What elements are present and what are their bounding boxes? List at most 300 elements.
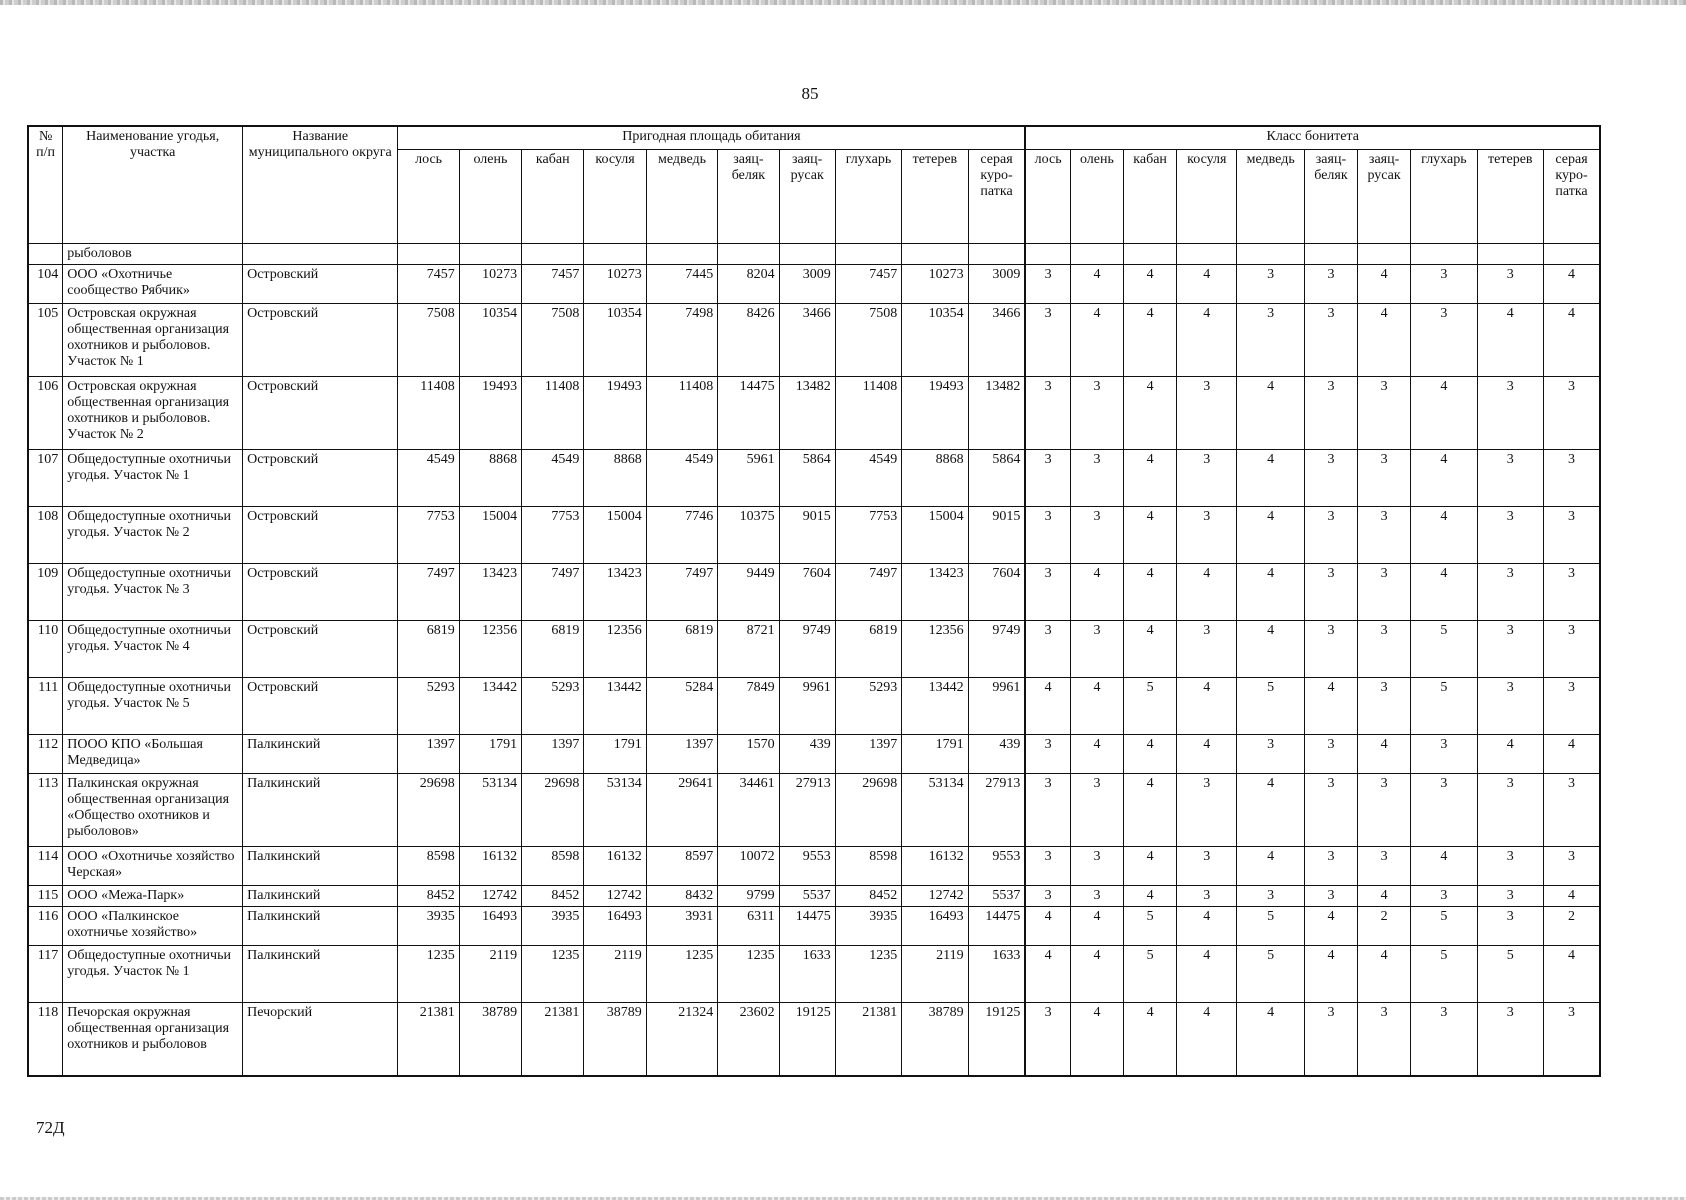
quality-class-value: 4	[1237, 507, 1304, 564]
quality-class-value: 3	[1177, 377, 1237, 450]
area-value: 5293	[522, 678, 584, 735]
species-header-class: медведь	[1237, 150, 1304, 244]
quality-class-value: 4	[1177, 304, 1237, 377]
species-header-area: тетерев	[902, 150, 968, 244]
quality-class-value: 4	[1177, 907, 1237, 946]
quality-class-value: 4	[1177, 735, 1237, 774]
row-district: Островский	[243, 621, 398, 678]
quality-class-value: 3	[1544, 377, 1600, 450]
row-number: 106	[28, 377, 63, 450]
row-number: 115	[28, 886, 63, 907]
row-name: ПООО КПО «Большая Медведица»	[63, 735, 243, 774]
area-value: 27913	[968, 774, 1025, 847]
document-code: 72Д	[36, 1118, 65, 1137]
quality-class-value: 4	[1177, 265, 1237, 304]
quality-class-value: 3	[1304, 774, 1357, 847]
quality-class-value: 3	[1358, 564, 1411, 621]
table-row	[28, 847, 1600, 886]
area-value: 1633	[968, 946, 1025, 1003]
area-value: 7604	[779, 564, 835, 621]
quality-class-value: 3	[1411, 304, 1477, 377]
row-name: ООО «Межа-Парк»	[63, 886, 243, 907]
area-value: 16493	[584, 907, 646, 946]
row-district: Палкинский	[243, 847, 398, 886]
area-value: 23602	[718, 1003, 779, 1077]
area-value: 11408	[522, 377, 584, 450]
area-value: 21381	[398, 1003, 459, 1077]
quality-class-value: 3	[1025, 735, 1070, 774]
quality-class-value: 3	[1177, 886, 1237, 907]
table-row	[28, 450, 1600, 507]
table-row	[28, 1003, 1600, 1077]
area-value: 13482	[779, 377, 835, 450]
area-value: 6819	[398, 621, 459, 678]
area-value: 1397	[398, 735, 459, 774]
area-value: 1235	[718, 946, 779, 1003]
area-value: 19493	[584, 377, 646, 450]
area-value: 3466	[968, 304, 1025, 377]
quality-class-value: 4	[1358, 946, 1411, 1003]
quality-class-value: 4	[1304, 946, 1357, 1003]
area-value: 10354	[902, 304, 968, 377]
area-value: 10354	[459, 304, 521, 377]
quality-class-value: 3	[1477, 621, 1543, 678]
area-value: 7457	[398, 265, 459, 304]
area-value: 8452	[835, 886, 901, 907]
area-value: 15004	[902, 507, 968, 564]
quality-class-value: 4	[1237, 450, 1304, 507]
row-number: 114	[28, 847, 63, 886]
quality-class-value: 4	[1237, 1003, 1304, 1077]
continuation-name: рыболовов	[63, 244, 243, 265]
row-district: Палкинский	[243, 735, 398, 774]
area-value: 7753	[835, 507, 901, 564]
area-value: 1397	[522, 735, 584, 774]
quality-class-value: 5	[1411, 678, 1477, 735]
species-header-class: серая куро- патка	[1544, 150, 1600, 244]
area-value: 1633	[779, 946, 835, 1003]
quality-class-value: 4	[1124, 507, 1177, 564]
quality-class-value: 3	[1411, 735, 1477, 774]
row-number: 118	[28, 1003, 63, 1077]
area-value: 9961	[779, 678, 835, 735]
area-value: 9961	[968, 678, 1025, 735]
row-district: Островский	[243, 265, 398, 304]
row-district: Островский	[243, 450, 398, 507]
area-value: 7753	[398, 507, 459, 564]
area-value: 6819	[646, 621, 718, 678]
header-district: Название муниципального округа	[243, 126, 398, 244]
area-value: 5961	[718, 450, 779, 507]
area-value: 11408	[646, 377, 718, 450]
quality-class-value: 3	[1304, 377, 1357, 450]
row-number: 111	[28, 678, 63, 735]
area-value: 13442	[584, 678, 646, 735]
quality-class-value: 4	[1304, 907, 1357, 946]
table-row	[28, 507, 1600, 564]
quality-class-value: 3	[1304, 450, 1357, 507]
area-value: 8598	[398, 847, 459, 886]
area-value: 9015	[968, 507, 1025, 564]
area-value: 38789	[459, 1003, 521, 1077]
row-district: Печорский	[243, 1003, 398, 1077]
area-value: 15004	[584, 507, 646, 564]
row-name: Печорская окружная общественная организация охотников и рыболовов	[63, 1003, 243, 1077]
quality-class-value: 3	[1477, 847, 1543, 886]
area-value: 8204	[718, 265, 779, 304]
row-name: ООО «Палкинское охотничье хозяйство»	[63, 907, 243, 946]
table-row	[28, 304, 1600, 377]
area-value: 53134	[902, 774, 968, 847]
table-row	[28, 265, 1600, 304]
row-district: Палкинский	[243, 774, 398, 847]
quality-class-value: 3	[1025, 886, 1070, 907]
area-value: 1235	[835, 946, 901, 1003]
area-value: 5284	[646, 678, 718, 735]
quality-class-value: 3	[1477, 377, 1543, 450]
quality-class-value: 3	[1544, 507, 1600, 564]
area-value: 7753	[522, 507, 584, 564]
species-header-area: серая куро- патка	[968, 150, 1025, 244]
quality-class-value: 4	[1358, 735, 1411, 774]
quality-class-value: 3	[1304, 735, 1357, 774]
quality-class-value: 4	[1237, 564, 1304, 621]
area-value: 7508	[522, 304, 584, 377]
quality-class-value: 4	[1544, 265, 1600, 304]
quality-class-value: 3	[1177, 507, 1237, 564]
quality-class-value: 5	[1124, 678, 1177, 735]
species-header-area: косуля	[584, 150, 646, 244]
area-value: 7849	[718, 678, 779, 735]
header-quality-class: Класс бонитета	[1025, 126, 1600, 150]
quality-class-value: 3	[1358, 1003, 1411, 1077]
quality-class-value: 3	[1025, 847, 1070, 886]
area-value: 15004	[459, 507, 521, 564]
area-value: 8426	[718, 304, 779, 377]
area-value: 8452	[522, 886, 584, 907]
row-name: Общедоступные охотничьи угодья. Участок № 2	[63, 507, 243, 564]
area-value: 7497	[522, 564, 584, 621]
quality-class-value: 3	[1177, 450, 1237, 507]
quality-class-value: 4	[1124, 564, 1177, 621]
area-value: 21324	[646, 1003, 718, 1077]
quality-class-value: 3	[1477, 1003, 1543, 1077]
area-value: 13423	[902, 564, 968, 621]
quality-class-value: 3	[1070, 886, 1123, 907]
quality-class-value: 3	[1025, 265, 1070, 304]
row-number: 110	[28, 621, 63, 678]
area-value: 5293	[835, 678, 901, 735]
table-row	[28, 886, 1600, 907]
quality-class-value: 4	[1544, 304, 1600, 377]
quality-class-value: 3	[1304, 886, 1357, 907]
quality-class-value: 4	[1177, 678, 1237, 735]
area-value: 34461	[718, 774, 779, 847]
quality-class-value: 2	[1544, 907, 1600, 946]
area-value: 5537	[968, 886, 1025, 907]
area-value: 439	[968, 735, 1025, 774]
quality-class-value: 3	[1477, 886, 1543, 907]
area-value: 10273	[902, 265, 968, 304]
quality-class-value: 3	[1304, 564, 1357, 621]
table-row	[28, 621, 1600, 678]
quality-class-value: 4	[1124, 265, 1177, 304]
quality-class-value: 3	[1544, 1003, 1600, 1077]
quality-class-value: 3	[1237, 886, 1304, 907]
quality-class-value: 3	[1070, 847, 1123, 886]
area-value: 13442	[459, 678, 521, 735]
area-value: 4549	[398, 450, 459, 507]
quality-class-value: 3	[1304, 847, 1357, 886]
area-value: 8432	[646, 886, 718, 907]
row-district: Палкинский	[243, 946, 398, 1003]
area-value: 12356	[459, 621, 521, 678]
row-district: Островский	[243, 377, 398, 450]
area-value: 38789	[584, 1003, 646, 1077]
area-value: 1397	[646, 735, 718, 774]
header-num: № п/п	[28, 126, 63, 244]
area-value: 19493	[459, 377, 521, 450]
quality-class-value: 4	[1544, 735, 1600, 774]
quality-class-value: 4	[1177, 1003, 1237, 1077]
area-value: 6819	[522, 621, 584, 678]
area-value: 6819	[835, 621, 901, 678]
quality-class-value: 5	[1124, 946, 1177, 1003]
table-body	[28, 244, 1600, 1077]
quality-class-value: 4	[1358, 265, 1411, 304]
area-value: 7457	[522, 265, 584, 304]
quality-class-value: 3	[1544, 847, 1600, 886]
species-header-area: заяц- русак	[779, 150, 835, 244]
quality-class-value: 3	[1304, 507, 1357, 564]
quality-class-value: 3	[1025, 507, 1070, 564]
quality-class-value: 3	[1544, 450, 1600, 507]
area-value: 12356	[584, 621, 646, 678]
quality-class-value: 3	[1025, 377, 1070, 450]
quality-class-value: 3	[1025, 450, 1070, 507]
area-value: 12742	[902, 886, 968, 907]
row-number: 109	[28, 564, 63, 621]
area-value: 16132	[902, 847, 968, 886]
area-value: 7497	[835, 564, 901, 621]
row-number: 108	[28, 507, 63, 564]
quality-class-value: 3	[1358, 507, 1411, 564]
quality-class-value: 4	[1124, 304, 1177, 377]
quality-class-value: 3	[1358, 450, 1411, 507]
area-value: 7746	[646, 507, 718, 564]
quality-class-value: 3	[1070, 774, 1123, 847]
area-value: 4549	[522, 450, 584, 507]
row-name: Общедоступные охотничьи угодья. Участок № 1	[63, 946, 243, 1003]
area-value: 9553	[779, 847, 835, 886]
quality-class-value: 4	[1411, 564, 1477, 621]
table-row	[28, 678, 1600, 735]
quality-class-value: 4	[1304, 678, 1357, 735]
quality-class-value: 4	[1237, 621, 1304, 678]
quality-class-value: 5	[1411, 907, 1477, 946]
area-value: 8598	[522, 847, 584, 886]
quality-class-value: 3	[1544, 564, 1600, 621]
row-number: 105	[28, 304, 63, 377]
area-value: 21381	[835, 1003, 901, 1077]
quality-class-value: 5	[1237, 678, 1304, 735]
area-value: 16493	[902, 907, 968, 946]
quality-class-value: 4	[1411, 377, 1477, 450]
area-value: 10375	[718, 507, 779, 564]
area-value: 2119	[902, 946, 968, 1003]
area-value: 4549	[646, 450, 718, 507]
quality-class-value: 3	[1358, 774, 1411, 847]
quality-class-value: 3	[1070, 450, 1123, 507]
quality-class-value: 4	[1477, 304, 1543, 377]
quality-class-value: 4	[1124, 886, 1177, 907]
area-value: 3935	[398, 907, 459, 946]
row-district: Островский	[243, 507, 398, 564]
table-row	[28, 774, 1600, 847]
quality-class-value: 3	[1304, 265, 1357, 304]
species-header-class: глухарь	[1411, 150, 1477, 244]
area-value: 1235	[646, 946, 718, 1003]
species-header-class: кабан	[1124, 150, 1177, 244]
scan-edge-top	[0, 0, 1686, 5]
area-value: 9749	[779, 621, 835, 678]
area-value: 19493	[902, 377, 968, 450]
quality-class-value: 4	[1411, 450, 1477, 507]
area-value: 7445	[646, 265, 718, 304]
area-value: 7497	[398, 564, 459, 621]
area-value: 12356	[902, 621, 968, 678]
quality-class-value: 4	[1025, 678, 1070, 735]
area-value: 16493	[459, 907, 521, 946]
area-value: 13482	[968, 377, 1025, 450]
area-value: 29698	[398, 774, 459, 847]
species-header-class: заяц- русак	[1358, 150, 1411, 244]
quality-class-value: 4	[1070, 678, 1123, 735]
area-value: 12742	[584, 886, 646, 907]
quality-class-value: 4	[1358, 886, 1411, 907]
area-value: 7497	[646, 564, 718, 621]
quality-class-value: 4	[1477, 735, 1543, 774]
area-value: 1791	[459, 735, 521, 774]
quality-class-value: 3	[1477, 774, 1543, 847]
row-name: Общедоступные охотничьи угодья. Участок № 5	[63, 678, 243, 735]
quality-class-value: 3	[1070, 507, 1123, 564]
area-value: 3935	[522, 907, 584, 946]
quality-class-value: 4	[1124, 774, 1177, 847]
quality-class-value: 3	[1304, 621, 1357, 678]
page-number: 85	[801, 84, 819, 103]
quality-class-value: 3	[1025, 564, 1070, 621]
area-value: 1791	[902, 735, 968, 774]
quality-class-value: 4	[1237, 774, 1304, 847]
area-value: 11408	[835, 377, 901, 450]
area-value: 7508	[835, 304, 901, 377]
quality-class-value: 4	[1177, 564, 1237, 621]
quality-class-value: 4	[1237, 377, 1304, 450]
quality-class-value: 3	[1411, 886, 1477, 907]
quality-class-value: 2	[1358, 907, 1411, 946]
area-value: 7604	[968, 564, 1025, 621]
quality-class-value: 4	[1544, 946, 1600, 1003]
area-value: 13423	[459, 564, 521, 621]
area-value: 16132	[584, 847, 646, 886]
area-value: 27913	[779, 774, 835, 847]
quality-class-value: 4	[1411, 847, 1477, 886]
quality-class-value: 3	[1177, 774, 1237, 847]
area-value: 8868	[902, 450, 968, 507]
quality-class-value: 3	[1411, 1003, 1477, 1077]
species-header-class: лось	[1025, 150, 1070, 244]
area-value: 7457	[835, 265, 901, 304]
area-value: 9449	[718, 564, 779, 621]
area-value: 9553	[968, 847, 1025, 886]
area-value: 3009	[779, 265, 835, 304]
quality-class-value: 3	[1358, 377, 1411, 450]
area-value: 7498	[646, 304, 718, 377]
quality-class-value: 3	[1358, 621, 1411, 678]
row-name: ООО «Охотничье сообщество Рябчик»	[63, 265, 243, 304]
area-value: 5293	[398, 678, 459, 735]
quality-class-value: 3	[1070, 621, 1123, 678]
quality-class-value: 3	[1544, 621, 1600, 678]
quality-class-value: 4	[1070, 265, 1123, 304]
quality-class-value: 4	[1070, 946, 1123, 1003]
area-value: 1235	[398, 946, 459, 1003]
quality-class-value: 3	[1025, 1003, 1070, 1077]
row-number: 116	[28, 907, 63, 946]
quality-class-value: 3	[1477, 265, 1543, 304]
area-value: 29641	[646, 774, 718, 847]
area-value: 38789	[902, 1003, 968, 1077]
species-header-class: косуля	[1177, 150, 1237, 244]
row-name: Общедоступные охотничьи угодья. Участок № 4	[63, 621, 243, 678]
area-value: 3466	[779, 304, 835, 377]
species-header-class: заяц- беляк	[1304, 150, 1357, 244]
quality-class-value: 3	[1070, 377, 1123, 450]
area-value: 13442	[902, 678, 968, 735]
area-value: 10273	[459, 265, 521, 304]
quality-class-value: 4	[1070, 735, 1123, 774]
quality-class-value: 4	[1411, 507, 1477, 564]
quality-class-value: 5	[1237, 946, 1304, 1003]
table-row	[28, 735, 1600, 774]
table-row	[28, 907, 1600, 946]
row-number: 117	[28, 946, 63, 1003]
area-value: 29698	[835, 774, 901, 847]
row-district: Островский	[243, 304, 398, 377]
species-header-area: заяц- беляк	[718, 150, 779, 244]
area-value: 14475	[968, 907, 1025, 946]
quality-class-value: 3	[1477, 564, 1543, 621]
row-number: 113	[28, 774, 63, 847]
quality-class-value: 5	[1411, 946, 1477, 1003]
quality-class-value: 3	[1544, 774, 1600, 847]
quality-class-value: 4	[1124, 377, 1177, 450]
quality-class-value: 3	[1358, 678, 1411, 735]
row-name: Палкинская окружная общественная организация «Общество охотников и рыболовов»	[63, 774, 243, 847]
quality-class-value: 3	[1477, 507, 1543, 564]
row-number: 107	[28, 450, 63, 507]
quality-class-value: 3	[1237, 265, 1304, 304]
area-value: 13423	[584, 564, 646, 621]
quality-class-value: 3	[1237, 735, 1304, 774]
quality-class-value: 3	[1358, 847, 1411, 886]
area-value: 10354	[584, 304, 646, 377]
area-value: 8868	[459, 450, 521, 507]
row-district: Палкинский	[243, 886, 398, 907]
quality-class-value: 3	[1025, 304, 1070, 377]
quality-class-value: 5	[1411, 621, 1477, 678]
